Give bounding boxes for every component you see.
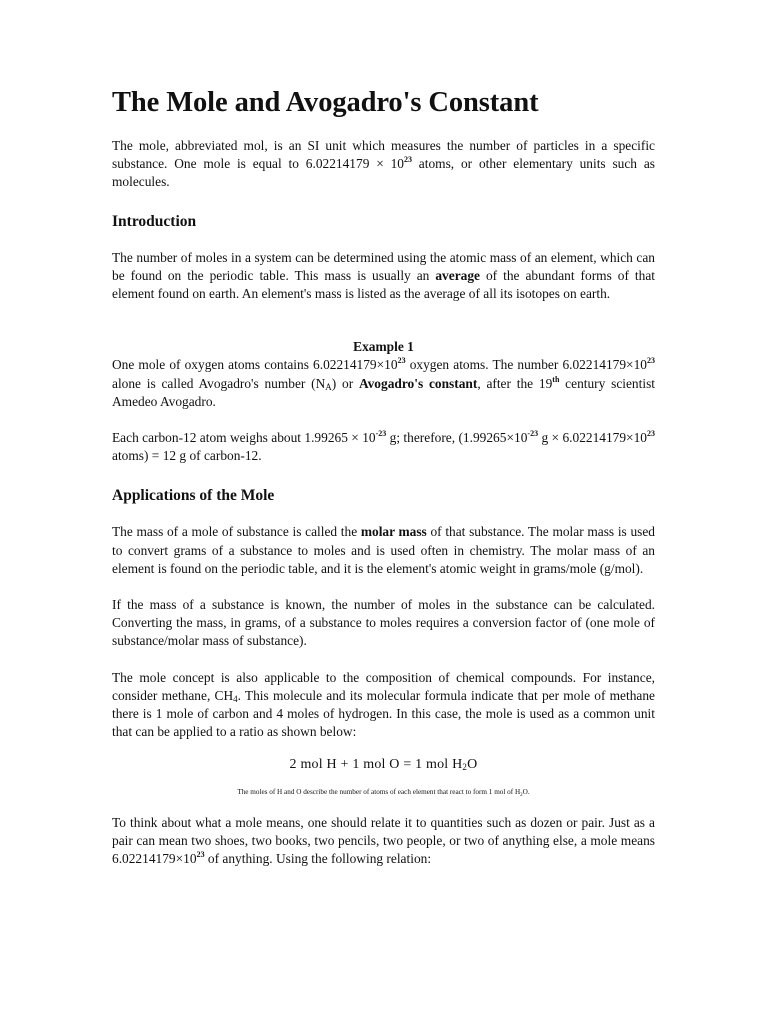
introduction-paragraph bbox=[112, 249, 655, 304]
applications-paragraph-2: If the mass of a substance is known, the number of moles in the substance can be calculated. Converting the mass, in grams, of a substance to moles requires a conversion factor of (one mole of substance/molar mass of substance). bbox=[112, 597, 655, 649]
example-text: Each carbon-12 atom weighs about 1.99265 × 10 bbox=[112, 430, 376, 446]
chemical-equation bbox=[112, 756, 655, 774]
example-text: atoms) = 12 g of carbon-12. bbox=[112, 448, 262, 464]
bold-term-avogadros-constant: Avogadro's constant bbox=[358, 375, 478, 391]
caption-text: The moles of H and O describe the number of atoms of each element that react to form 1 mol of H bbox=[237, 787, 521, 796]
example-text: alone is called Avogadro's number (N bbox=[112, 375, 326, 391]
exponent: 23 bbox=[647, 356, 655, 366]
subscript: 2 bbox=[462, 762, 468, 773]
page-title: The Mole and Avogadro's Constant bbox=[112, 87, 539, 118]
section-heading-introduction: Introduction bbox=[112, 212, 197, 230]
bold-term-average: average bbox=[435, 267, 480, 283]
example-text: , after the 19 bbox=[477, 375, 553, 391]
exponent: 23 bbox=[196, 850, 205, 860]
example-paragraph-2 bbox=[112, 429, 655, 465]
equation-text: 2 mol H + 1 mol O = 1 mol H bbox=[289, 757, 463, 773]
intro-text-1: The mole, abbreviated mol, is an SI unit which measures the number of particles in a specific substance. One mole is equal to 6.02214179 × 10 bbox=[112, 138, 655, 172]
exponent: 23 bbox=[397, 356, 406, 366]
intro-paragraph bbox=[112, 137, 655, 192]
exponent: -23 bbox=[527, 429, 539, 439]
caption-text: O. bbox=[522, 787, 530, 796]
bold-term-molar-mass: molar mass bbox=[360, 524, 427, 540]
intro-text-2: atoms, or other elementary units such as molecules. bbox=[112, 156, 655, 190]
applications-paragraph-1 bbox=[112, 523, 655, 578]
example-paragraph-1 bbox=[112, 356, 655, 411]
applications-text: of anything. Using the following relation: bbox=[204, 851, 432, 867]
applications-text: . This molecule and its molecular formula indicate that per mole of methane there is 1 mole of carbon and 4 moles of hydrogen. In this case, the mole is used as a common unit that can be applied to a ratio as shown below: bbox=[112, 687, 655, 740]
equation-text: O bbox=[467, 757, 478, 773]
applications-text: The mole concept is also applicable to the composition of chemical compounds. For instance, consider methane, CH bbox=[112, 669, 655, 703]
example-heading: Example 1 bbox=[353, 339, 414, 355]
applications-paragraph-3 bbox=[112, 669, 655, 742]
equation-caption bbox=[112, 788, 655, 797]
exponent: 23 bbox=[647, 429, 655, 439]
ordinal-superscript: th bbox=[552, 374, 560, 384]
example-text: oxygen atoms. The number 6.02214179×10 bbox=[405, 357, 647, 373]
applications-text: To think about what a mole means, one should relate it to quantities such as dozen or pair. Just as a pair can mean two shoes, two books, two pencils, two people, or two of anything else, a mole means 6.02214179×10 bbox=[112, 814, 655, 867]
example-text: ) or bbox=[331, 375, 359, 391]
example-text: g × 6.02214179×10 bbox=[538, 430, 647, 446]
example-text: century scientist Amedeo Avogadro. bbox=[112, 375, 656, 409]
introduction-text-2: of the abundant forms of that element found on earth. An element's mass is listed as the average of all its isotopes on earth. bbox=[112, 267, 655, 302]
subscript: A bbox=[325, 381, 332, 392]
document-page bbox=[112, 86, 655, 868]
subscript: 4 bbox=[233, 693, 238, 704]
exponent: 23 bbox=[403, 155, 412, 165]
exponent: -23 bbox=[375, 429, 387, 439]
applications-text: of that substance. The molar mass is used to convert grams of a substance to moles and is used often in chemistry. The molar mass of an element is found on the periodic table, and it is the element's atomic weight in grams/mole (g/mol). bbox=[112, 524, 656, 576]
example-text: g; therefore, (1.99265×10 bbox=[386, 430, 528, 446]
applications-text: The mass of a mole of substance is called the bbox=[112, 524, 361, 540]
applications-paragraph-4 bbox=[112, 814, 655, 869]
example-text: One mole of oxygen atoms contains 6.02214179×10 bbox=[112, 357, 398, 373]
subscript: 2 bbox=[520, 792, 523, 798]
introduction-text-1: The number of moles in a system can be determined using the atomic mass of an element, which can be found on the periodic table. This mass is usually an bbox=[112, 249, 655, 283]
section-heading-applications: Applications of the Mole bbox=[112, 487, 275, 505]
